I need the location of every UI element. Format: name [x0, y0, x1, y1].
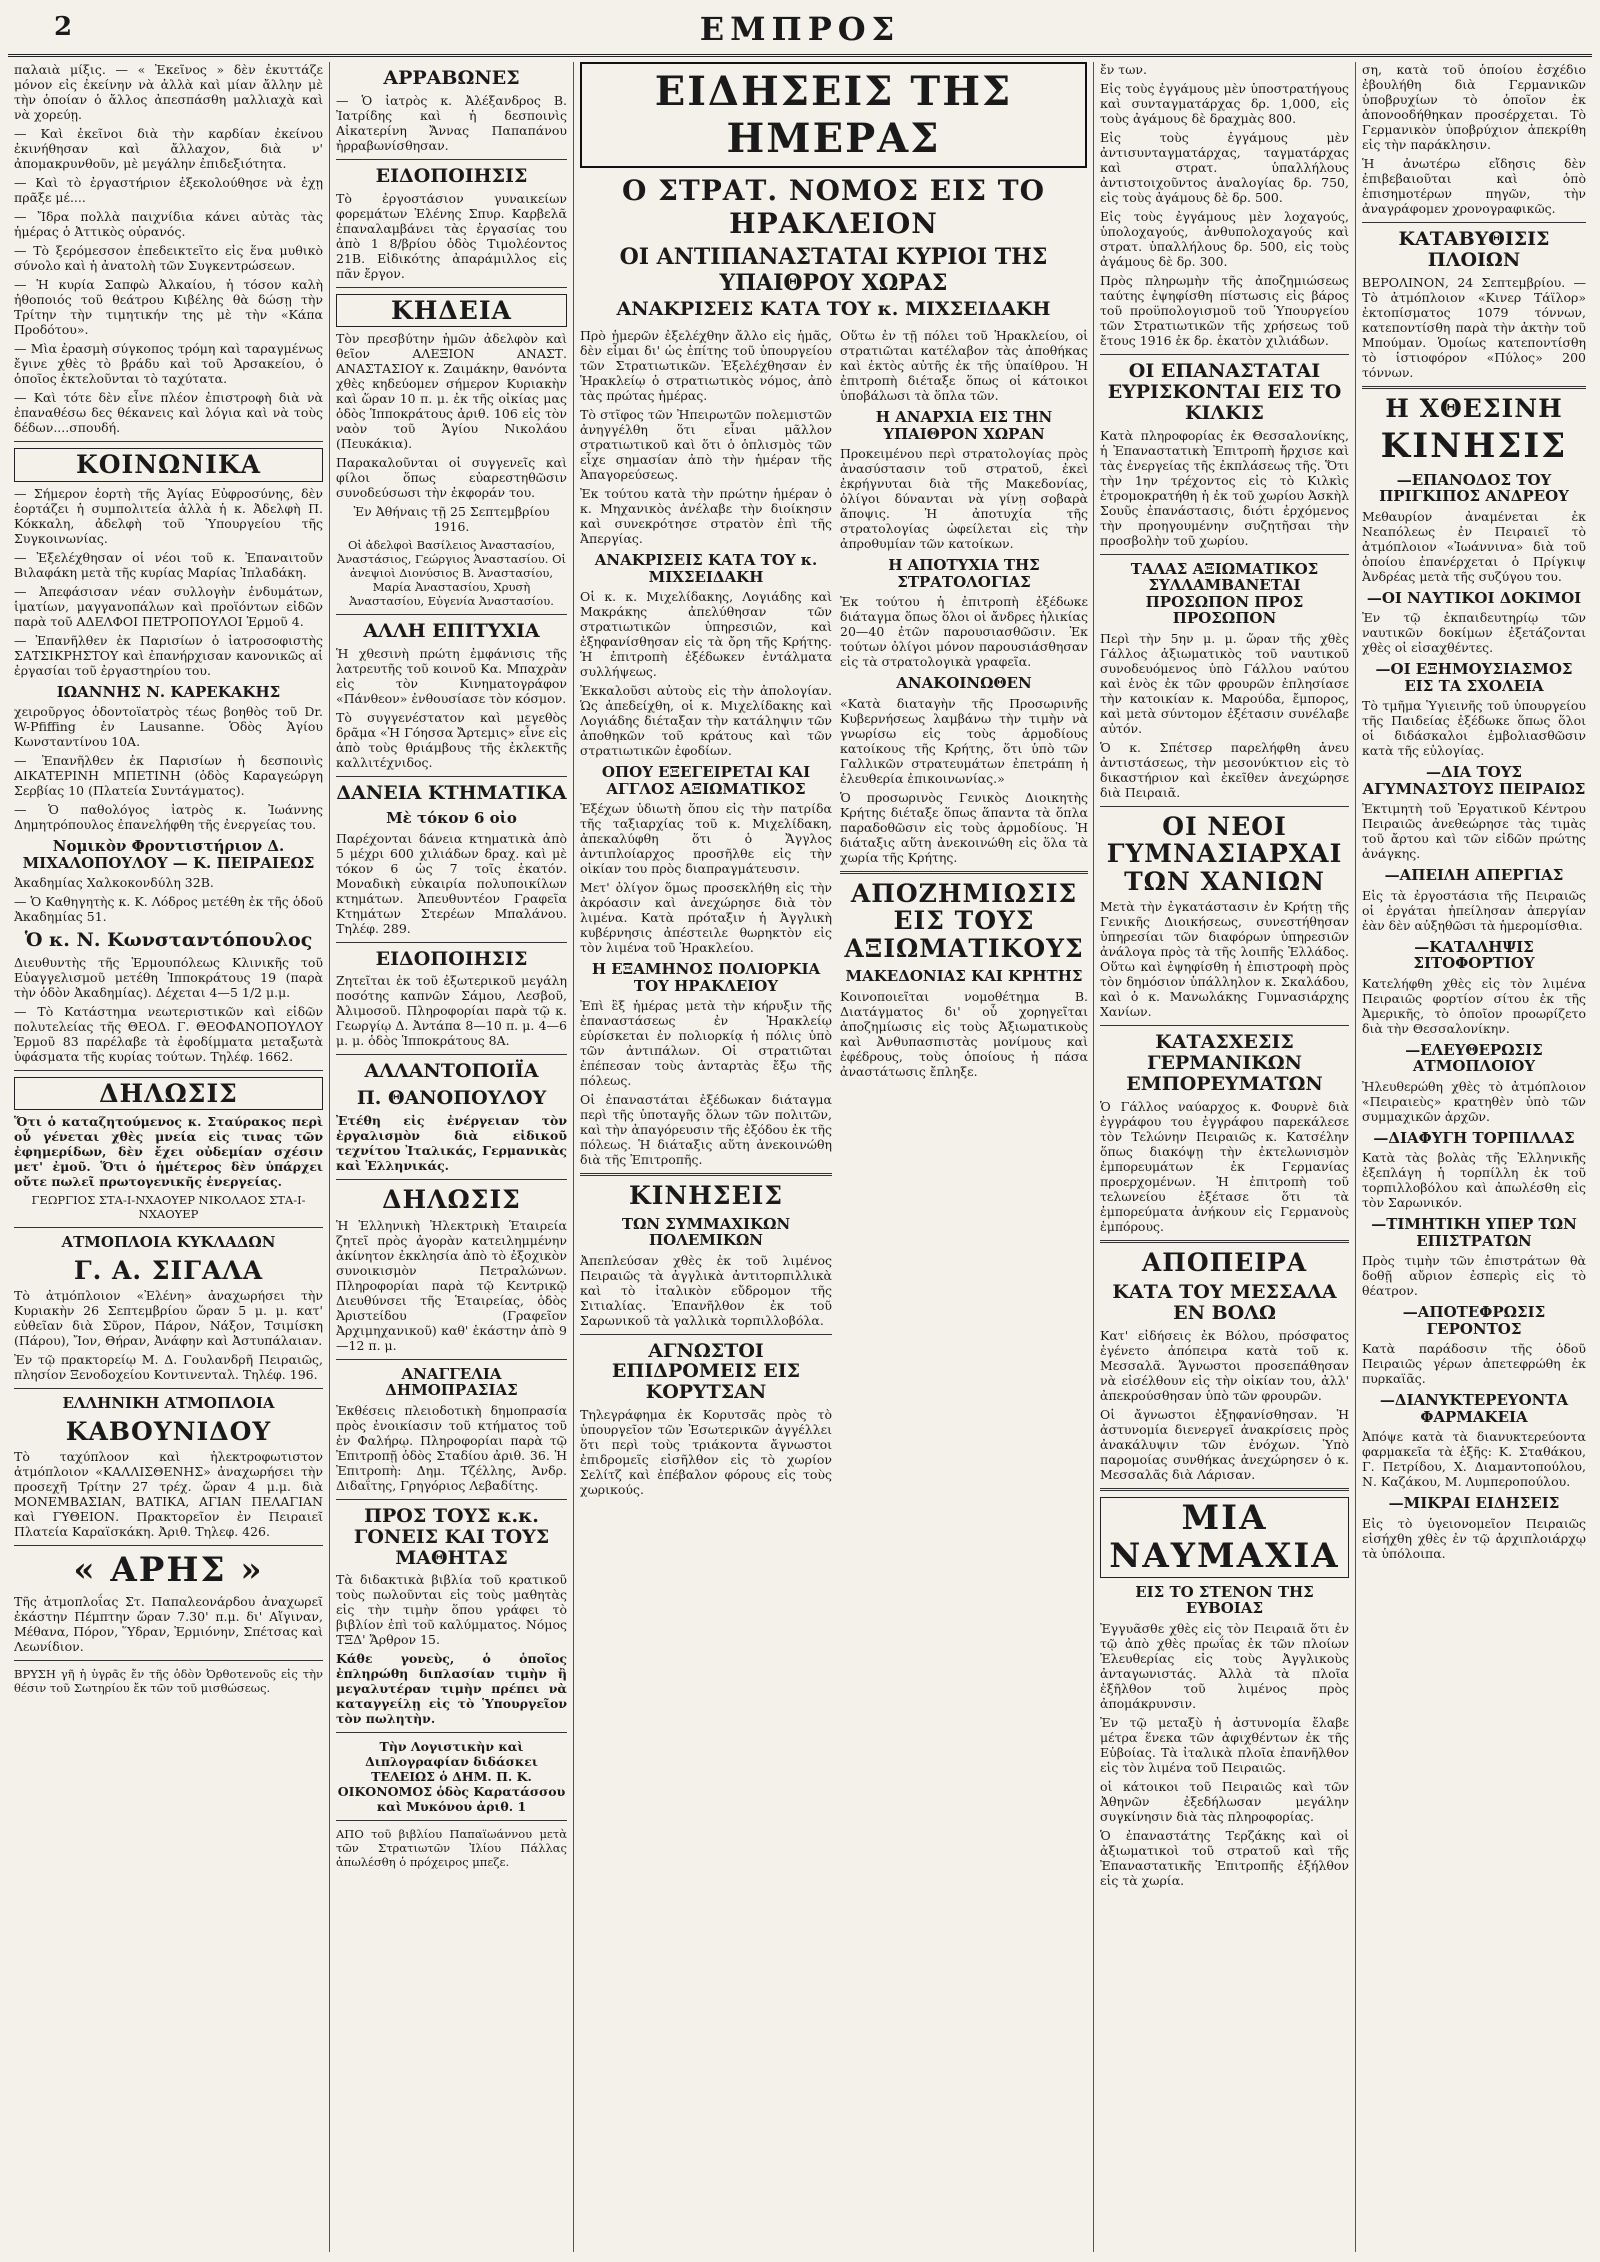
article-text: Κατελήφθη χθὲς εἰς τὸν λιμένα Πειραιῶς φορτίον σίτου ἐκ τῆς Ἀμερικῆς, τὸ ὁποῖον προωρίζετο διὰ τὴν Θεσσαλονίκην.: [1362, 975, 1586, 1036]
page-number: 2: [54, 12, 73, 42]
section-subheading: ΕΙΣ ΤΟ ΣΤΕΝΟΝ ΤΗΣ ΕΥΒΟΙΑΣ: [1135, 1582, 1314, 1618]
ad-text: Κάθε γονεὺς, ὁ ὁποῖος ἐπληρώθη διπλασίαν τιμὴν ἢ μεγαλυτέραν τιμὴν πρέπει νὰ καταγγείλῃ εἰς τὸ Ὑπουργεῖον τὸν πωλητὴν.: [336, 1651, 567, 1727]
article-text: ση, κατὰ τοῦ ὁποίου ἐσχέδιο ἐβουλήθη διὰ Γερμανικῶν ὑποβρυχίων τὸ ὁποῖον ἐκ ἀπονοοδήθηκαν προσέρχεται. Τὸ Γερμανικὸν ὑποβρύχιον ἀπεκρίθη εἰς τὴν παράκλησιν.: [1362, 62, 1586, 152]
article-text: Εἰς τὸ ὑγειονομεῖον Πειραιῶς εἰσήχθη χθὲς ἐν τῷ ἀρχιπλοιάρχῳ τὰ ὑπόλοιπα.: [1362, 1515, 1586, 1561]
lead-subheadline: ΟΙ ΑΝΤΙΠΑΝΑΣΤΑΤΑΙ ΚΥΡΙΟΙ ΤΗΣ ΥΠΑΙΘΡΟΥ ΧΩΡΑΣ: [619, 244, 1048, 296]
masthead: [8, 6, 1592, 57]
article-text: Οἱ ἐπαναστάται ἐξέδωκαν διάταγμα περὶ τῆς ὑποταγῆς ὅλων τῶν πολιτῶν, καὶ τὴν ἀπαγόρευσιν τῆς ἐξόδου ἐκ τῆς πόλεως. Ἡ διάταξις αὕτη ἀνεκοινώθη διὰ τῆς Ἐπιτροπῆς.: [580, 1092, 832, 1167]
article-text: Ἡ Ἑλληνικὴ Ἠλεκτρικὴ Ἑταιρεία ζητεῖ πρὸς ἀγορὰν κατειλημμένην ἀκίνητον ἐκκλησία ἀπὸ τὸ ἐξοχικὸν συνοικισμὸν Πετραλώνων. Πληροφορίαι παρὰ τῷ Κεντρικῷ Διευθύνσει τῆς Ἑταιρείας, ὁδὸς Ἀριστείδου (Γραφεῖον Ἀρχιμηχανικοῦ) καθ' ἑκάστην ἀπὸ 9—12 π. μ.: [336, 1217, 567, 1353]
article-text: Οὕτω ἐν τῇ πόλει τοῦ Ἡρακλείου, οἱ στρατιῶται κατέλαβον τὰς ἀποθήκας καὶ ἐκτὸς αὐτῆς ἐκ τῆς ὑπαίθρου. Ἡ ἐπιτροπὴ διέταξε ὅπως οἱ κάτοικοι ὑποβάλωσι τὰ ὅπλα τῶν.: [840, 328, 1088, 403]
section-heading: ΚΑΤΑΒΥΘΙΣΙΣ ΠΛΟΙΩΝ: [1398, 228, 1550, 271]
lead-headline: Ο ΣΤΡΑΤ. ΝΟΜΟΣ ΕΙΣ ΤΟ ΗΡΑΚΛΕΙΟΝ: [621, 174, 1045, 240]
article-text: Τὸν πρεσβύτην ἡμῶν ἀδελφὸν καὶ θεῖον ΑΛΕΞΙΟΝ ΑΝΑΣΤ. ΑΝΑΣΤΑΣΙΟΥ κ. Ζαιμάκην, θανόντα χθὲς κηδεύομεν σήμερον Κυριακὴν καὶ ὥραν 10 π. μ. ἐκ τῆς οἰκίας μας ὁδὸς Ἱπποκράτους ἀριθ. 106 εἰς τὸν ναὸν τοῦ Ἁγίου Νικολάου (Πευκάκια).: [336, 331, 567, 452]
article-text: — Ὁ παθολόγος ἰατρὸς κ. Ἰωάννης Δημητρόπουλος ἐπανελήφθη τῆς ἐνεργείας του.: [14, 802, 323, 832]
signature: ΓΕΩΡΓΙΟΣ ΣΤΑ-Ι-ΝΧΑΟΥΕΡ ΝΙΚΟΛΑΟΣ ΣΤΑ-Ι-ΝΧΑΟΥΕΡ: [31, 1193, 306, 1222]
article-text: Κατ' εἰδήσεις ἐκ Βόλου, πρόσφατος ἐγένετο ἀπόπειρα κατὰ τοῦ κ. Μεσσαλᾶ. Ἄγνωστοι προσεπάθησαν νὰ εἰσέλθουν εἰς τὴν οἰκίαν του, ἀλλ' ἀπεκρούσθησαν ὑπὸ τῶν φρουρῶν.: [1100, 1328, 1349, 1404]
article-text: Ὅτι ὁ καταζητούμενος κ. Σταύρακος περὶ οὗ γένεται χθὲς μνεία εἰς τινας τῶν ἐφημερίδων, δὲν ἔχει οὐδεμίαν σχέσιν μετ' ἐμοῦ. Ὅτι ὁ ἡμέτερος δὲν ὑπάρχει οὔτε πωλεῖ πρωτογενικῆς ἐνεργείας.: [14, 1114, 323, 1190]
notice-heading: Νομικὸν Φροντιστήριον Δ. ΜΙΧΑΛΟΠΟΥΛΟΥ — Κ. ΠΕΙΡΑΙΕΩΣ: [22, 837, 315, 872]
section-heading: ΟΙ ΕΠΑΝΑΣΤΑΤΑΙ ΕΥΡΙΣΚΟΝΤΑΙ ΕΙΣ ΤΟ ΚΙΛΚΙΣ: [1107, 360, 1342, 424]
article-text: Ἀκαδημίας Χαλκοκονδύλη 32Β.: [14, 875, 214, 890]
article-text: Οἱ κ. κ. Μιχελίδακης, Λογιάδης καὶ Μακράκης ἀπελύθησαν τῶν στρατιωτικῶν ὑπηρεσιῶν, καὶ ἐξηφανίσθησαν εἰς τὰ ὄρη τῆς Κρήτης. Ἡ ἐπιτροπὴ ἐξέδωκεν ἐντάλματα συλλήψεως.: [580, 589, 832, 679]
ad-text: Τὴν Λογιστικὴν καὶ Διπλογραφίαν διδάσκει ΤΕΛΕΙΩΣ ὁ ΔΗΜ. Π. Κ. ΟΙΚΟΝΟΜΟΣ ὁδὸς Καρατάσσου καὶ Μυκόνου ἀριθ. 1: [337, 1739, 566, 1815]
article-text: Μετ' ὀλίγον ὅμως προσεκλήθη εἰς τὴν ἀκρόασιν καὶ ἀνεχώρησε διὰ τὸν λιμένα. Κατὰ πρόταξιν ἡ Ἀγγλικὴ κυβέρνησις ἀπέστειλε θωρηκτὸν εἰς τὸν λιμένα τοῦ Ἡρακλείου.: [580, 880, 832, 955]
article-text: Ἡ ἀνωτέρω εἴδησις δὲν ἐπιβεβαιοῦται καὶ ὁπὸ ἐπισημοτέρων πηγῶν, τὴν ἀναγράφομεν χρονογραφικῶς.: [1362, 156, 1586, 216]
article-text: Τηλεγράφημα ἐκ Κορυτσᾶς πρὸς τὸ ὑπουργεῖον τῶν Ἐσωτερικῶν ἀγγέλλει ὅτι περὶ τοὺς τριάκοντα ἄγνωστοι ἐπιδρομεῖς εἰσῆλθον εἰς τὸ χωρίον Σελίτζ καὶ ἐπέβαλον φόρους εἰς τοὺς χωρικούς.: [580, 1407, 832, 1498]
article-text: Παρακαλοῦνται οἱ συγγενεῖς καὶ φίλοι ὅπως εὐαρεστηθῶσιν συνοδεύσωσι τὴν ἐκφοράν του.: [336, 455, 567, 501]
article-text: — Ὁ Καθηγητὴς κ. Κ. Λόδρος μετέθη ἐκ τῆς ὁδοῦ Ἀκαδημίας 51.: [14, 894, 323, 924]
article-text: Πρὸ ἡμερῶν ἐξελέχθην ἄλλο εἰς ἡμᾶς, δὲν εἶμαι δι' ὡς ἐπίτης τοῦ ὑπουργείου τῶν Στρατιωτικῶν. Ἐξελέχθησαν ἐν Ἡρακλείῳ ὁ στρατιωτικὸς νόμος, ἀπὸ τὰς πρώτας ἡμέρας.: [580, 328, 832, 403]
article-text: Ἡ χθεσινὴ πρώτη ἐμφάνισις τῆς λατρευτῆς τοῦ κοινοῦ Κα. Μπαχρὰν εἰς τὸν Κινηματογράφον «Πάνθεον» ἐνθουσίασε τὸν κόσμον.: [336, 646, 567, 707]
article-text: Ὁ κ. Σπέτσερ παρελήφθη ἀνευ ἀντιστάσεως, τὴν μεσονύκτιον εἰς τὸ δικαστήριον καὶ ἐκεῖθεν ἀνεχώρησε διὰ Πειραιᾶ.: [1100, 739, 1349, 800]
article-text: Ἠλευθερώθη χθὲς τὸ ἀτμόπλοιον «Πειραιεὺς» κρατηθὲν ὑπὸ τῶν συμμαχικῶν ἀρχῶν.: [1362, 1078, 1586, 1124]
article-text: Ἀπόψε κατὰ τὰ διανυκτερεύοντα φαρμακεῖα τὰ ἑξῆς: Κ. Σταθάκου, Γ. Πετρίδου, Χ. Διαμαντοπούλου, Ν. Καζάκου, Μ. Λυμπεροπούλου.: [1362, 1429, 1586, 1490]
article-text: — Σήμερον ἑορτὴ τῆς Ἁγίας Εὐφροσύνης, δὲν ἑορτάζει ἡ συμπολιτεία ἀλλὰ ἡ κ. Ἀδελφὴ Π. Κόκκαλη, ἀδελφὴ τοῦ Ὑπουργείου τῆς Συγκοινωνίας.: [14, 485, 323, 546]
article-text: Κοινοποιεῖται νομοθέτημα Β. Διατάγματος δι' οὗ χορηγεῖται ἀποζημίωσις εἰς τοὺς Ἀξιωματικοὺς καὶ Ἀνθυπασπιστὰς μονίμους καὶ ἐφέδρους, τοὺς ὁποίους ἡ πάσα ἀναστάτωσις ἔπληξε.: [840, 988, 1088, 1079]
section-heading: ΔΗΛΩΣΙΣ: [382, 1185, 521, 1215]
section-heading: ΑΓΝΩΣΤΟΙ ΕΠΙΔΡΟΜΕΙΣ ΕΙΣ ΚΟΡΥΤΣΑΝ: [611, 1339, 801, 1404]
article-text: — Τὸ ξερόμεσσον ἐπεδεικτεῖτο εἰς ἕνα μυθικὸ σύνολο καὶ ἡ ἀνατολὴ τῶν Συγκεντρώσεων.: [14, 243, 323, 273]
column-3: [574, 62, 1094, 2252]
article-text: Ὁ Γάλλος ναύαρχος κ. Φουρνὲ διὰ ἐγγράφου του ἐγγράφου παρεκάλεσε τὸν Τελώνην Πειραιῶς κ. Κατσέλην ὅπως διακόψῃ τὴν ἐκτελωνισμὸν ἐμπορευμάτων ἐκ Γερμανίας προερχομένων. Ἡ ἐπιτροπὴ τοῦ τελωνείου ἐξέτασε ὅτι τὰ ἐμπορεύματα ἀνήκουν εἰς Γερμανοὺς ἐμπόρους.: [1100, 1098, 1349, 1234]
article-text: Τὸ ἐργοστάσιον γυναικείων φορεμάτων Ἑλένης Σπυρ. Καρβελᾶ ἐπαναλαμβάνει τὰς ἐργασίας του ἀπὸ 1 8/βρίου ὁδὸς Τιμολέοντος 21Β. Εἰδικότης ἀπαράμιλλος εἰς πᾶν ἔργον.: [336, 190, 567, 281]
article-text: — Ἐπανῆλθεν ἐκ Παρισίων ἡ δεσποινὶς ΑΙΚΑΤΕΡΙΝΗ ΜΠΕΤΙΝΗ (ὁδὸς Καραγεώργη Σερβίας 10 (Πλατεία Συντάγματος).: [14, 753, 323, 798]
section-heading: ΑΠΟΠΕΙΡΑ: [1141, 1247, 1308, 1277]
item-heading: —ΤΙΜΗΤΙΚΗ ΥΠΕΡ ΤΩΝ ΕΠΙΣΤΡΑΤΩΝ: [1371, 1215, 1577, 1250]
ad-subheading: Γ. Α. ΣΙΓΑΛΑ: [73, 1255, 264, 1285]
item-heading: —ΔΙΑ ΤΟΥΣ ΑΓΥΜΝΑΣΤΟΥΣ ΠΕΙΡΑΙΩΣ: [1362, 763, 1586, 798]
article-text: Κατὰ πληροφορίας ἐκ Θεσσαλονίκης, ἡ Ἐπαναστατικὴ Ἐπιτροπὴ ἤρχισε καὶ τὰς ἐνεργείας τῆς ἐκπλάσεως τῆς. Ὅτι τὴν 1ην τρέχοντος εἰς τὸ Κιλκὶς ἐτρομοκρατήθη ἡ ἐκ τοῦ χωρίου Ἀσκὴλ Σουῦς ἐπανάστασις, διότι ἐρχόμενος τὴν προηγουμένην συζητῆσαι τὴν προσβολὴν τοῦ χωρίου.: [1100, 427, 1349, 548]
column-2: [330, 62, 574, 2252]
article-text: οἱ κάτοικοι τοῦ Πειραιῶς καὶ τῶν Ἀθηνῶν ἐξεδήλωσαν μεγάλην συγκίνησιν διὰ τὰς πληροφορίας.: [1100, 1778, 1349, 1824]
article-text: Πρὸς τιμὴν τῶν ἐπιστράτων θὰ δοθῇ αὔριον ἐσπερὶς εἰς τὸ θέατρον.: [1362, 1253, 1586, 1299]
article-text: ἔν των.: [1100, 62, 1147, 77]
section-heading: ΟΠΟΥ ΕΞΕΓΕΙΡΕΤΑΙ ΚΑΙ ΑΓΓΛΟΣ ΑΞΙΩΜΑΤΙΚΟΣ: [601, 763, 811, 798]
ad-subheading: ΚΑΒΟΥΝΙΔΟΥ: [65, 1416, 272, 1446]
article-text: Ὁ προσωρινὸς Γενικὸς Διοικητὴς Κρήτης διέταξε ὅπως ἅπαντα τὰ ὅπλα παραδοθῶσιν εἰς τοὺς ἀρμοδίους. Ἡ διάταξις αὕτη ἀνεκοινώθη εἰς ὅλα τὰ χωρία τῆς Κρήτης.: [840, 789, 1088, 865]
notice-heading: Ὁ κ. Ν. Κωνσταντόπουλος: [24, 929, 313, 951]
article-text: Εἰς τοὺς ἐγγάμους μὲν λοχαγούς, ὑπολοχαγούς, ἀνθυπολοχαγούς καὶ στρατ. ὑπαλλήλους δρ. 500, εἰς τοὺς ἀγάμους δὲ δρ. 300.: [1100, 209, 1349, 269]
column-4: [1094, 62, 1356, 2252]
newspaper-page: [8, 6, 1592, 2256]
article-text: Ἀπεπλεύσαν χθὲς ἐκ τοῦ λιμένος Πειραιῶς τὰ ἀγγλικὰ ἀντιτορπιλλικὰ καὶ τὸ ἰταλικὸν εὔδρομον τῆς Σιτιαλίας. Ἐπανῆλθον ἐκ τοῦ Σαρωνικοῦ τὰ γαλλικὰ τορπιλλοβόλα.: [580, 1252, 832, 1328]
article-text: — Ἴδρα πολλὰ παιχνίδια κάνει αὐτὰς τὰς ἡμέρας ὁ Ἀττικὸς οὐρανός.: [14, 209, 323, 239]
newspaper-title: ΕΜΠΡΟΣ: [699, 10, 901, 48]
article-text: χειροῦργος ὀδοντοϊατρὸς τέως βοηθὸς τοῦ Dr. W-Pfiffing ἐν Lausanne. Ὁδὸς Ἀγίου Κωνσταντίνου 10Α.: [14, 704, 323, 749]
section-heading: ΚΑΤΑΣΧΕΣΙΣ ΓΕΡΜΑΝΙΚΩΝ ΕΜΠΟΡΕΥΜΑΤΩΝ: [1126, 1031, 1323, 1095]
article-text: Ἐν τῷ ἐκπαιδευτηρίῳ τῶν ναυτικῶν δοκίμων ἐξετάζονται χθὲς οἱ εἰσαχθέντες.: [1362, 610, 1586, 656]
article-text: Οἱ ἄγνωστοι ἐξηφανίσθησαν. Ἡ ἀστυνομία διενεργεῖ ἀνακρίσεις πρὸς ἀνακάλυψιν τῶν ἐνόχων. Ὑπὸ παρομοίας συνθήκας ἀνεχώρησεν ὁ κ. Μεσσαλᾶς διὰ Λάρισαν.: [1100, 1407, 1349, 1483]
article-text: Ὁ ἐπαναστάτης Τερζάκης καὶ οἱ ἀξιωματικοὶ τοῦ στρατοῦ καὶ τῆς Ἐπαναστατικῆς Ἐπιτροπῆς ἐξήλθον εἰς τὰ χωρία.: [1100, 1827, 1349, 1888]
item-heading: —ΑΠΟΤΕΦΡΩΣΙΣ ΓΕΡΟΝΤΟΣ: [1402, 1303, 1546, 1338]
item-heading: —ΚΑΤΑΛΗΨΙΣ ΣΙΤΟΦΟΡΤΙΟΥ: [1413, 937, 1535, 973]
article-text: Κατὰ παράδοσιν τῆς ὁδοῦ Πειραιῶς γέρων ἀπετεφρώθη ἐκ πυρκαϊᾶς.: [1362, 1341, 1586, 1387]
ad-heading: ΑΛΛΑΝΤΟΠΟΙΪΑ: [364, 1060, 539, 1083]
article-text: Προκειμένου περὶ στρατολογίας πρὸς ἀνασύστασιν τοῦ στρατοῦ, ἐκεὶ ἐκρήγνυται διὰ τῆς Μακεδονίας, ὀλίγοι δύνανται νὰ γίνῃ σοβαρὰ ἄποψις. Ἡ ἀποτυχία τῆς στρατολογίας ὠφείλεται εἰς τὴν ἀπροθυμίαν τῶν κατοίκων.: [840, 446, 1088, 551]
article-text: Εἰς τὰ ἐργοστάσια τῆς Πειραιῶς οἱ ἐργάται ἠπείλησαν ἀπεργίαν ἐὰν δὲν αὐξηθῶσι τὰ ἡμερομίσθια.: [1362, 887, 1586, 933]
ad-heading: ΑΤΜΟΠΛΟΙΑ ΚΥΚΛΑΔΩΝ: [61, 1233, 276, 1252]
section-heading: ΕΙΔΟΠΟΙΗΣΙΣ: [375, 947, 528, 970]
signature: Οἱ ἀδελφοὶ Βασίλειος Ἀναστασίου, Ἀναστάσιος, Γεώργιος Ἀναστασίου. Οἱ ἀνεψιοὶ Διονύσιος Β. Ἀναστασίου, Μαρία Ἀναστασίου, Χρυσὴ Ἀναστασίου, Εὐγενία Ἀναστασίου.: [336, 538, 567, 609]
article-text: Ἐξέχων ὑδιωτὴ ὅπου εἰς τὴν πατρίδα τῆς ταξιαρχίας τοῦ κ. Μιχελίδακη, ἀπεκαλύφθη ὅτι ὁ Ἄγγλος ἀντιπλοίαρχος προσῆλθε εἰς τὴν οἰκίαν του πρὸς διαπραγμάτευσιν.: [580, 801, 832, 876]
section-heading: ΑΠΟΖΗΜΙΩΣΙΣ ΕΙΣ ΤΟΥΣ ΑΞΙΩΜΑΤΙΚΟΥΣ: [844, 878, 1084, 963]
section-heading: ΤΑΛΑΣ ΑΞΙΩΜΑΤΙΚΟΣ ΣΥΛΛΑΜΒΑΝΕΤΑΙ ΠΡΟΣΩΠΟΝ ΠΡΟΣ ΠΡΟΣΩΠΟΝ: [1130, 559, 1319, 628]
article-text: Ἐκκαλοῦσι αὐτοὺς εἰς τὴν ἀπολογίαν. Ὡς ἀπεδείχθη, οἱ κ. Μιχελίδακης καὶ Λογιάδης διέταξαν τὴν κατάληψιν τῶν ἀποθηκῶν τοῦ κράτους καὶ τῶν στρατιωτικῶν ἐφοδίων.: [580, 683, 832, 758]
article-text: Ζητεῖται ἐκ τοῦ ἐξωτερικοῦ μεγάλη ποσότης καπνῶν Σάμου, Λεσβοῦ, Ἀλιμοσοῦ. Πληροφορίαι παρὰ τῷ κ. Γεωργίῳ Δ. Ἀντάπα 8—10 π. μ. 4—6 μ. μ. ὁδὸς Ἱπποκράτους 8Α.: [336, 973, 567, 1049]
section-subheading: ΚΑΤΑ ΤΟΥ ΜΕΣΣΑΛΑ ΕΝ ΒΟΛΩ: [1112, 1281, 1337, 1325]
article-text: Κατὰ τὰς βολὰς τῆς Ἑλληνικῆς ἐξεπλάγη ἡ τορπίλλη ἐκ τοῦ τορπιλλοβόλου καὶ ἀπωλέσθη εἰς τὸν Σαρωνικόν.: [1362, 1150, 1586, 1211]
ad-text: ΑΠΟ τοῦ βιβλίου Παπαϊωάννου μετὰ τῶν Στρατιωτῶν Ἰλίου Πάλλας ἀπωλέσθη ὁ πρόχειρος μπεζε.: [336, 1827, 567, 1870]
ad-heading: ΔΑΝΕΙΑ ΚΤΗΜΑΤΙΚΑ: [336, 782, 567, 805]
article-text: παλαιὰ μίξις. — « Ἐκεῖνος » δὲν ἐκυττάζε μόνον εἰς ἐκείνην νὰ ἀλλὰ καὶ μίαν ἄλλην μὲ τὴν ὁποίαν ὁ ἄλλος ἀπεσπάσθη μαλλιαχὰ καὶ νὰ χορεύῃ.: [14, 62, 323, 122]
article-text: — Ἡ κυρία Σαπφὼ Ἀλκαίου, ἡ τόσον καλὴ ἠθοποιός τοῦ θεάτρου Κιβέλης θὰ δώσῃ τὴν Τρίτην τὴν τιμητικήν της μὲ τὴν «Κάπα Προδότου».: [14, 277, 323, 337]
ad-heading: ΠΡΟΣ ΤΟΥΣ κ.κ. ΓΟΝΕΙΣ ΚΑΙ ΤΟΥΣ ΜΑΘΗΤΑΣ: [353, 1504, 550, 1569]
article-text: ΒΕΡΟΛΙΝΟΝ, 24 Σεπτεμβρίου. — Τὸ ἀτμόπλοιον «Κινερ Τάϊλορ» ἐκτοπίσματος 1079 τόννων, κατεποντίσθη παρὰ τὴν ἀκτὴν τοῦ Μπούμαν. Ὁμοίως κατεποντίσθη τὸ ἱστιοφόρον «Πύλος» 200 τόννων.: [1362, 274, 1586, 380]
article-text: — Ἐπανῆλθεν ἐκ Παρισίων ὁ ἰατροσοφιστὴς ΣΑΤΣΙΚΡΗΣΤΟΥ καὶ ἐπανήρχισαν κανονικῶς αἱ ἐργασίαι τοῦ ἐργαστηρίου του.: [14, 632, 323, 678]
ad-text: Τὸ ταχύπλοον καὶ ἠλεκτροφωτιστον ἀτμόπλοιον «ΚΑΛΛΙΣΘΕΝΗΣ» ἀναχωρήσει τὴν προσεχῆ Τρίτην 27 τρέχ. ὥραν 4 μ.μ. διὰ ΜΟΝΕΜΒΑΣΙΑΝ, ΒΑΤΙΚΑ, ΑΓΙΑΝ ΠΕΛΑΓΙΑΝ καὶ ΓΥΘΕΙΟΝ. Πρακτορεῖον ἐν Πειραιεῖ Πλατεία Καραϊσκάκη. Ἀριθ. Τηλεφ. 426.: [14, 1449, 323, 1540]
section-heading: ΑΝΑΓΓΕΛΙΑ ΔΗΜΟΠΡΑΣΙΑΣ: [385, 1364, 518, 1400]
section-heading: Η ΕΞΑΜΗΝΟΣ ΠΟΛΙΟΡΚΙΑ ΤΟΥ ΗΡΑΚΛΕΙΟΥ: [591, 960, 821, 995]
article-text: — Τὸ Κατάστημα νεωτεριστικῶν καὶ εἰδῶν πολυτελείας τῆς ΘΕΟΔ. Γ. ΘΕΟΦΑΝΟΠΟΥΛΟΥ Ἑρμοῦ 83 παρέλαβε τὰ ἐφοδίμματα μεταξωτὰ ὑφάσματα τῆς κυρίας τούτων. Τηλέφ. 1662.: [14, 1003, 323, 1064]
article-text: Μεθαυρίον ἀναμένεται ἐκ Νεαπόλεως ἐν Πειραιεῖ τὸ ἀτμόπλοιον «Ἰωάννινα» διὰ τοῦ ὁποίου ἐπανέρχεται ὁ Πρίγκιψ Ἀνδρέας μετὰ τῆς συζύγου του.: [1362, 508, 1586, 584]
item-heading: —ΜΙΚΡΑΙ ΕΙΔΗΣΕΙΣ: [1388, 1494, 1560, 1513]
article-text: — Ἀπεφάσισαν νέαν συλλογὴν ἐνδυμάτων, ἱματίων, μαγγανοπάλων καὶ προϊόντων εἰδῶν παρὰ τοῦ ΑΔΕΛΦΟΙ ΠΕΤΡΟΠΟΥΛΟΙ Ἑρμοῦ 4.: [14, 583, 323, 629]
article-text: Τὸ συγγενέστατον καὶ μεγεθὸς δρᾶμα «Ἡ Γόησσα Ἄρτεμις» εἶνε εἰς ἀπὸ τοὺς θριάμβους τῆς ἐκλεκτῆς καλλιτέχνιδος.: [336, 710, 567, 771]
ad-subheading: Μὲ τόκον 6 οἰο: [386, 809, 517, 828]
ad-text: Τῆς ἀτμοπλοΐας Στ. Παπαλεονάρδου ἀναχωρεῖ ἐκάστην Πέμπτην ὥραν 7.30' π.μ. δι' Αἴγιναν, Μέθανα, Πόρον, Ὕδραν, Ἑρμιόνην, Σπέτσας καὶ Λεωνίδιον.: [14, 1593, 323, 1654]
section-heading: ΑΛΛΗ ΕΠΙΤΥΧΙΑ: [363, 620, 540, 643]
section-heading: Η ΑΠΟΤΥΧΙΑ ΤΗΣ ΣΤΡΑΤΟΛΟΓΙΑΣ: [888, 556, 1040, 591]
article-text: Ἐκ τούτου ἡ ἐπιτροπὴ ἐξέδωκε διάταγμα ὅπως ὅλοι οἱ ἄνδρες ἡλικίας 20—40 ἐτῶν παρουσιασθῶσιν. Ἐκ τούτων ὀλίγοι μόνον παρουσιάσθησαν εἰς τὰ στρατολογικὰ γραφεῖα.: [840, 594, 1088, 669]
item-heading: —ΕΠΑΝΟΔΟΣ ΤΟΥ ΠΡΙΓΚΙΠΟΣ ΑΝΔΡΕΟΥ: [1379, 470, 1569, 506]
item-heading: —ΔΙΑΝΥΚΤΕΡΕΥΟΝΤΑ ΦΑΡΜΑΚΕΙΑ: [1379, 1391, 1569, 1426]
item-heading: —ΕΛΕΥΘΕΡΩΣΙΣ ΑΤΜΟΠΛΟΙΟΥ: [1405, 1040, 1543, 1076]
column-1: [8, 62, 330, 2252]
section-heading: ΑΡΡΑΒΩΝΕΣ: [383, 67, 520, 89]
article-text: Διευθυντὴς τῆς Ἑρμουπόλεως Κλινικῆς τοῦ Εὐαγγελισμοῦ μετέθη Ἱπποκράτους 19 (παρὰ τὴν ὁδὸν Ἀκαδημίας). Δέχεται 4—5 1/2 μ.μ.: [14, 954, 323, 1000]
lead-subheadline: ΑΝΑΚΡΙΣΕΙΣ ΚΑΤΑ ΤΟΥ κ. ΜΙΧΣΕΙΔΑΚΗ: [616, 298, 1051, 320]
article-text: Τὸ στῖφος τῶν Ἠπειρωτῶν πολεμιστῶν ἀνηγγέλθη ὅτι εἶναι μᾶλλον στρατιωτικοῦ καὶ ὅτι ὁ ὁπλισμὸς τῶν εἶχε σημασίαν ἀπὸ τὴν ἡμέραν τῆς Ἀπαγορεύσεως.: [580, 407, 832, 482]
article-text: Πρὸς πληρωμὴν τῆς ἀποζημιώσεως ταύτης ἐψηφίσθη πίστωσις εἰς βάρος τοῦ προϋπολογισμοῦ τοῦ Ὑπουργείου τῶν Στρατιωτικῶν τῆς χρήσεως τοῦ ἔτους 1916 ἐκ δρ. ἑκατὸν χιλιάδων.: [1100, 273, 1349, 348]
section-heading: ΟΙ ΝΕΟΙ ΓΥΜΝΑΣΙΑΡΧΑΙ ΤΩΝ ΧΑΝΙΩΝ: [1106, 811, 1343, 896]
item-heading: —ΟΙ ΝΑΥΤΙΚΟΙ ΔΟΚΙΜΟΙ: [1366, 588, 1582, 607]
column-5: [1356, 62, 1592, 2252]
section-heading: ΑΝΑΚΟΙΝΩΘΕΝ: [896, 674, 1032, 692]
article-text: — Καὶ ἐκεῖνοι διὰ τὴν καρδίαν ἐκείνου ἐκινήθησαν καὶ ἄλλαχον, διὰ ν' ἀπομακρυνθοῦν, μὲ μεγάλην ἐπιδεξιότητα.: [14, 126, 323, 171]
article-text: Ἐν τῷ μεταξὺ ἡ ἀστυνομία ἔλαβε μέτρα ἕνεκα τῶν ἀφιχθέντων ἐκ τῆς Εὐβοίας. Τὰ ἰταλικὰ πλοῖα ἐπανῆλθον εἰς τὸν λιμένα τοῦ Πειραιῶς.: [1100, 1714, 1349, 1775]
section-heading: ΕΙΔΟΠΟΙΗΣΙΣ: [375, 164, 528, 187]
article-text: Εἰς τοὺς ἐγγάμους μὲν ἀντισυνταγματάρχας, ταγματάρχας καὶ στρατ. ὑπαλλήλους ἀντιστοιχοῦντος ἀναλογίας δρ. 750, εἰς τοὺς ἀγάμους δὲ δρ. 500.: [1100, 130, 1349, 205]
ad-heading: « ΑΡΗΣ »: [73, 1550, 264, 1591]
article-text: Περὶ τὴν 5ην μ. μ. ὥραν τῆς χθὲς Γάλλος ἀξιωματικὸς τοῦ ναυτικοῦ συνοδευόμενος ὑπὸ Γάλλου ναύτου καὶ ἑνὸς ἐκ τῶν φρουρῶν ἐπλησίασε τὴν κατοικίαν κ. Μαρούδα, ἔμπορος, καὶ μετὰ σύντομον ἐξέτασιν συνέλαβε αὐτόν.: [1100, 630, 1349, 736]
article-text: — Καὶ τότε δὲν εἶνε πλέον ἐπιστροφὴ διὰ νὰ ἐπαναθέσω δες θέκανεις καὶ λόγια καὶ νὰ τοὺς δέδων....σπουδή.: [14, 390, 323, 435]
ad-heading: ΕΛΛΗΝΙΚΗ ΑΤΜΟΠΛΟΙΑ: [62, 1394, 275, 1413]
section-subheading: ΤΩΝ ΣΥΜΜΑΧΙΚΩΝ ΠΟΛΕΜΙΚΩΝ: [621, 1214, 791, 1249]
article-text: Μετὰ τὴν ἐγκατάστασιν ἐν Κρήτῃ τῆς Γενικῆς Διοικήσεως, συνεστήθησαν ὑπηρεσίαι τῶν διαφόρων ὑπηρεσιῶν ἀνάλογα πρὸς τὰ τῆς λοιπῆς Ἑλλάδος. Οὕτω καὶ ἐψηφίσθη ἡ ἐπιστροφὴ πρὸς τὸν δημόσιον ὑπάλληλον κ. Σκαλάδου, καὶ ὁ κ. Μανωλάκης Γυμνασιάρχης Χανίων.: [1100, 899, 1349, 1020]
article-text: Τὸ τμῆμα Ὑγιεινῆς τοῦ ὑπουργείου τῆς Παιδείας ἐξέδωκε ὅπως ὅλοι οἱ διδάσκαλοι ἐμβολιασθῶσιν κατὰ τῆς εὐλογίας.: [1362, 698, 1586, 759]
article-text: — Καὶ τὸ ἐργαστήριον ἐξεκολούθησε νὰ ἐχῃ πρᾶξε μέ....: [14, 175, 323, 205]
article-text: «Κατὰ διαταγὴν τῆς Προσωρινῆς Κυβερνήσεως λαμβάνω τὴν τιμὴν νὰ γνωρίσω εἰς τοὺς ἁρμοδίους κατοίκους τῆς Κρήτης, ὅτι ὑπὸ τῶν Γαλλικῶν στρατευμάτων ἐπετράπη ἡ ἐλευθερία ἐπικοινωνίας.»: [840, 695, 1088, 786]
article-text: Ἐν Ἀθήναις τῇ 25 Σεπτεμβρίου 1916.: [353, 504, 550, 535]
section-heading: ΑΝΑΚΡΙΣΕΙΣ ΚΑΤΑ ΤΟΥ κ. ΜΙΧΣΕΙΔΑΚΗ: [594, 551, 818, 586]
lead-headlines: [580, 62, 1087, 324]
section-heading: ΔΗΛΩΣΙΣ: [14, 1077, 323, 1111]
section-subheading: ΜΑΚΕΔΟΝΙΑΣ ΚΑΙ ΚΡΗΤΗΣ: [845, 967, 1083, 985]
section-subheading: ΚΙΝΗΣΙΣ: [1380, 426, 1568, 467]
section-heading: Η ΧΘΕΣΙΝΗ: [1385, 393, 1563, 423]
article-text: Ἐκ τούτου κατὰ τὴν πρώτην ἡμέραν ὁ κ. Μηχανικὸς ἀνέλαβε τὴν διοίκησιν καὶ συνεκρότησε στρατὸν ἐπὶ τῆς Ἀπεργίας.: [580, 486, 832, 546]
item-heading: —ΑΠΕΙΛΗ ΑΠΕΡΓΙΑΣ: [1384, 866, 1564, 885]
article-text: Εἰς τοὺς ἐγγάμους μὲν ὑποστρατήγους καὶ συνταγματάρχας δρ. 1,000, εἰς τοὺς ἀγάμους δὲ δραχμὰς 800.: [1100, 81, 1349, 126]
column-3a: [580, 328, 832, 2252]
ad-text: Παρέχονται δάνεια κτηματικὰ ἀπὸ 5 μέχρι 600 χιλιάδων δραχ. καὶ μὲ τόκον 6 ὡς 7 τοῖς ἑκατόν. Μοναδικὴ εὐκαιρία πολυποικίλων κτημάτων. Ἀπευθυντέον Γραφεῖα Κτημάτων Στερέων Μπαλάνου. Τηλέφ. 289.: [336, 830, 567, 936]
column-3b: [840, 328, 1088, 2252]
ad-text: Τὸ ἀτμόπλοιον «Ἐλένη» ἀναχωρήσει τὴν Κυριακὴν 26 Σεπτεμβρίου ὥραν 5 μ. μ. κατ' εὐθεῖαν διὰ Σῦρον, Πάρον, Νάξον, Τσιμίσκη (Πάρου), Ἴον, Θήραν, Ἀνάφην καὶ Ἀστυπάλαιαν.: [14, 1288, 323, 1349]
section-heading: ΚΙΝΗΣΕΙΣ: [629, 1181, 783, 1210]
item-heading: —ΔΙΑΦΥΓΗ ΤΟΡΠΙΛΛΑΣ: [1373, 1128, 1575, 1147]
article-text: — Ἐξελέχθησαν οἱ νέοι τοῦ κ. Ἐπαναιτοῦν Βιλαφάκη μετὰ τῆς κυρίας Μαρίας Ἰπλαδάκη.: [14, 549, 323, 580]
ad-text: Ἐτέθη εἰς ἐνέργειαν τὸν ἐργαλισμὸν διὰ εἰδικοῦ τεχνίτου Ἰταλικάς, Γερμανικὰς καὶ Ἑλληνικάς.: [336, 1113, 567, 1174]
article-text: Ἐγγυᾶσθε χθὲς εἰς τὸν Πειραιᾶ ὅτι ἐν τῷ ἀπὸ χθὲς πρωΐας ἐκ τῶν πλοίων Ἐλευθερίας εἰς τοὺς Ἀγγλικοὺς ἀνταγωνιστάς. Ἀλλὰ τὰ πλοῖα ἐξῆλθον τοῦ λιμένος πρὸς ἀπομάκρυνσιν.: [1100, 1620, 1349, 1711]
notice-heading: ΙΩΑΝΝΗΣ Ν. ΚΑΡΕΚΑΚΗΣ: [56, 682, 281, 701]
section-heading: Η ΑΝΑΡΧΙΑ ΕΙΣ ΤΗΝ ΥΠΑΙΘΡΟΝ ΧΩΡΑΝ: [875, 408, 1053, 443]
ad-text: Ἐν τῷ πρακτορείῳ Μ. Δ. Γουλανδρῆ Πειραιῶς, πλησίον Ξενοδοχείου Κοντινενταλ. Τηλέφ. 196.: [14, 1352, 323, 1383]
section-banner: ΕΙΔΗΣΕΙΣ ΤΗΣ ΗΜΕΡΑΣ: [580, 62, 1087, 168]
ad-text: Τὰ διδακτικὰ βιβλία τοῦ κρατικοῦ τοὺς πωλοῦνται εἰς τοὺς μαθητὰς εἰς τὴν τιμὴν ὅπου γράφει τὸ βιβλίον ἐπὶ τοῦ καλύμματος. Νόμος ΤΞΔ' Ἄρθρον 15.: [336, 1572, 567, 1648]
section-heading: ΚΗΔΕΙΑ: [336, 294, 567, 328]
ad-text: ΒΡΥΣΗ γῆ ἡ ὑγρᾶς ἔν τῆς ὁδὸν Ὀρθοτενοῦς εἰς τὴν θέσιν τοῦ Σωτηρίου ἔκ τῶν τοῦ μισθώσεως.: [14, 1666, 323, 1695]
article-text: Ἐκθέσεις πλειοδοτικὴ δημοπρασία πρὸς ἐνοικίασιν τοῦ κτήματος τοῦ ἐν Φαλήρῳ. Πληροφορίαι παρὰ τῷ Ἐπιτροπῇ ὁδὸς Σταδίου ἀριθ. 36. Ἡ Ἐπιτροπὴ: Δημ. Τζέλλης, Ἀνδρ. Διδαΐτης, Γρηγόριος Λεβαδίτης.: [336, 1402, 567, 1493]
section-heading: ΜΙΑ ΝΑΥΜΑΧΙΑ: [1100, 1497, 1349, 1578]
item-heading: —ΟΙ ΕΞΗΜΟΥΣΙΑΣΜΟΣ ΕΙΣ ΤΑ ΣΧΟΛΕΙΑ: [1375, 660, 1573, 695]
article-text: — Ὁ ἰατρὸς κ. Ἀλέξανδρος Β. Ἰατρίδης καὶ ἡ δεσποινὶς Αἰκατερίνη Ἄννας Παπαπάνου ἠρραβωνίσθησαν.: [336, 92, 567, 153]
article-text: Ἐκτιμητὴ τοῦ Ἐργατικοῦ Κέντρου Πειραιῶς ἀνεθεώρησε τὰς τιμὰς τοῦ ἄρτου καὶ τῶν εἰδῶν πρώτης ἀνάγκης.: [1362, 801, 1586, 862]
article-text: — Μὶα ἐρασμὴ σύγκοπος τρόμη καὶ ταραγμένως ἔγινε χθὲς τὸ βράδυ καὶ τοῦ Ἀρσακείου, ὁ ὁποῖος ἐκτελοῦνται τὸ ταχύτατα.: [14, 341, 323, 386]
ad-subheading: Π. ΘΑΝΟΠΟΥΛΟΥ: [356, 1087, 547, 1110]
article-text: Ἐπὶ ἓξ ἡμέρας μετὰ τὴν κήρυξιν τῆς ἐπαναστάσεως ἐν Ἡρακλείῳ εὑρίσκεται ἐν πολιορκίᾳ ἡ πόλις ὑπὸ τῶν ἀντιπάλων. Οἱ στρατιῶται ἐπέπεσαν τοὺς ἀνταρτὰς ἔξω τῆς πόλεως.: [580, 998, 832, 1088]
section-heading: ΚΟΙΝΩΝΙΚΑ: [14, 448, 323, 482]
